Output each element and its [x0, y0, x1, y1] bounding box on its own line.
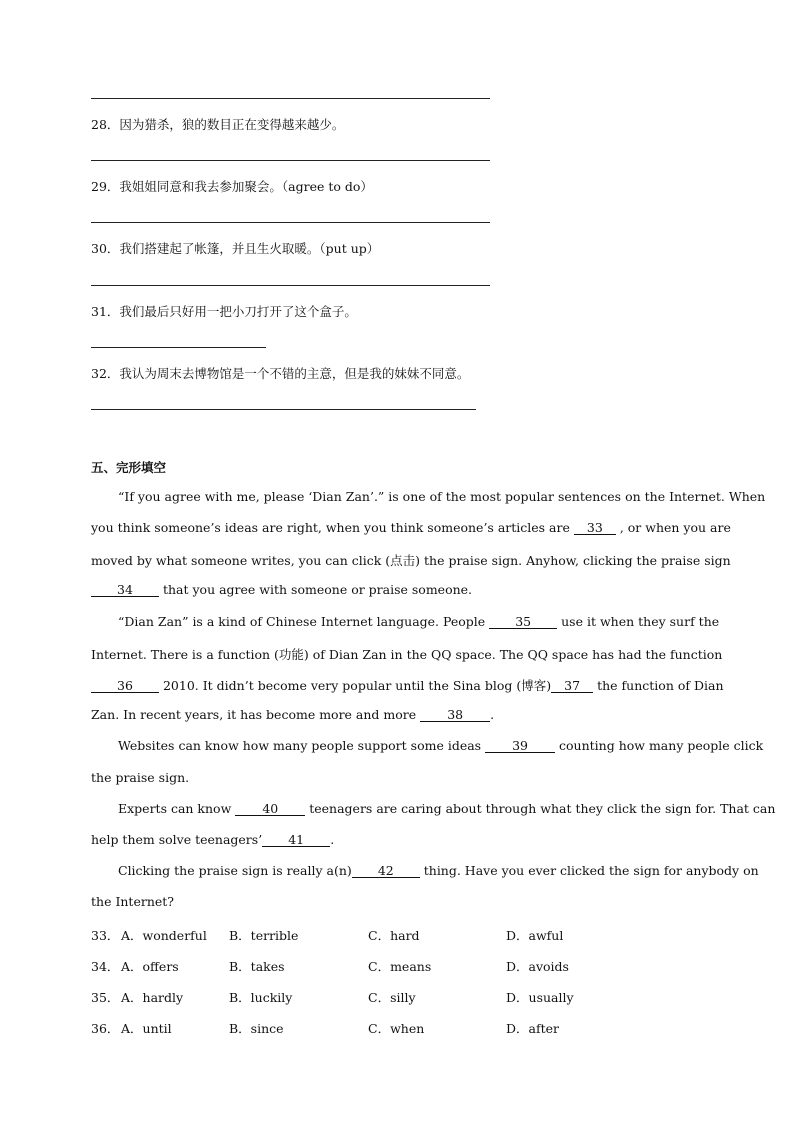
- passage-text: Zan. In recent years, it has become more and more: [91, 707, 421, 722]
- option-c[interactable]: C．means: [368, 959, 432, 974]
- blank-35[interactable]: 35: [489, 615, 557, 629]
- passage-text: 2010. It didn’t become very popular until the Sina blog (博客): [159, 678, 552, 693]
- question-text: 我认为周末去博物馆是一个不错的主意，但是我的妹妹不同意。: [119, 366, 470, 381]
- passage-line: [91, 707, 703, 722]
- option-c[interactable]: C．when: [368, 1021, 425, 1036]
- passage-text: help them solve teenagers’: [91, 832, 263, 847]
- passage-text: “Dian Zan” is a kind of Chinese Internet language. People: [118, 614, 490, 629]
- blank-38[interactable]: 38: [420, 708, 490, 722]
- option-c[interactable]: C．hard: [368, 928, 420, 943]
- question-32: [91, 364, 469, 382]
- option-a[interactable]: A．hardly: [121, 990, 184, 1005]
- question-text: 我们搭建起了帐篷，并且生火取暖。（put up）: [119, 241, 380, 256]
- answer-line-27[interactable]: [91, 98, 490, 99]
- passage-text: , or when you are: [615, 520, 731, 535]
- passage-line: [91, 770, 703, 785]
- passage-line: [91, 551, 731, 569]
- question-30: [91, 239, 379, 257]
- question-text: 因为猎杀，狼的数目正在变得越来越少。: [119, 117, 345, 132]
- passage-text: moved by what someone writes, you can click (点击) the praise sign. Anyhow, clicking the praise sign: [91, 553, 731, 568]
- question-number: 31．: [91, 304, 120, 319]
- passage-text: “If you agree with me, please ‘Dian Zan’.” is one of the most popular sentences on the Internet. When: [118, 489, 766, 504]
- option-a[interactable]: A．until: [121, 1021, 172, 1036]
- blank-41[interactable]: 41: [262, 833, 330, 847]
- blank-39[interactable]: 39: [485, 739, 555, 753]
- question-29: [91, 177, 373, 195]
- answer-line-32[interactable]: [91, 409, 476, 410]
- passage-text: the function of Dian: [593, 678, 724, 693]
- option-number: 33．: [91, 928, 120, 943]
- options-row-34: [91, 957, 703, 975]
- answer-line-29[interactable]: [91, 222, 490, 223]
- option-c[interactable]: C．silly: [368, 990, 416, 1005]
- answer-line-28[interactable]: [91, 160, 490, 161]
- passage-text: that you agree with someone or praise someone.: [159, 582, 473, 597]
- option-d[interactable]: D．after: [506, 1021, 559, 1036]
- passage-text: .: [330, 832, 335, 847]
- passage-text: the Internet?: [91, 894, 175, 909]
- blank-34[interactable]: 34: [91, 583, 159, 597]
- option-number: 36．: [91, 1021, 120, 1036]
- option-d[interactable]: D．usually: [506, 990, 574, 1005]
- passage-line: [91, 894, 703, 909]
- passage-line: [91, 520, 731, 535]
- options-row-33: [91, 926, 703, 944]
- passage-text: use it when they surf the: [557, 614, 720, 629]
- passage-line: [91, 863, 759, 878]
- options-row-35: [91, 988, 703, 1006]
- option-b[interactable]: B．luckily: [229, 990, 293, 1005]
- section-title: 五、完形填空: [91, 460, 167, 475]
- passage-line: [91, 489, 766, 504]
- passage-text: thing. Have you ever clicked the sign for anybody on: [419, 863, 759, 878]
- blank-40[interactable]: 40: [235, 802, 305, 816]
- passage-text: counting how many people click: [555, 738, 764, 753]
- passage-line: [91, 832, 703, 847]
- passage-line: [91, 614, 720, 629]
- passage-text: you think someone’s ideas are right, when you think someone’s articles are: [91, 520, 574, 535]
- answer-line-30[interactable]: [91, 285, 490, 286]
- passage-text: Websites can know how many people support some ideas: [118, 738, 486, 753]
- option-d[interactable]: D．avoids: [506, 959, 569, 974]
- answer-line-31[interactable]: [91, 347, 266, 348]
- passage-text: teenagers are caring about through what they click the sign for. That can: [305, 801, 776, 816]
- question-number: 29．: [91, 179, 120, 194]
- option-number: 34．: [91, 959, 120, 974]
- blank-33[interactable]: 33: [574, 521, 616, 535]
- question-31: [91, 302, 357, 320]
- passage-text: Internet. There is a function (功能) of Dian Zan in the QQ space. The QQ space has had the function: [91, 647, 723, 662]
- blank-36[interactable]: 36: [91, 679, 159, 693]
- option-a[interactable]: A．wonderful: [121, 928, 207, 943]
- passage-line: [91, 738, 764, 753]
- passage-text: .: [490, 707, 495, 722]
- passage-line: [91, 582, 703, 597]
- option-b[interactable]: B．takes: [229, 959, 285, 974]
- option-a[interactable]: A．offers: [121, 959, 179, 974]
- option-d[interactable]: D．awful: [506, 928, 564, 943]
- passage-text: Clicking the praise sign is really a(n): [118, 863, 352, 878]
- question-number: 28．: [91, 117, 120, 132]
- passage-line: [91, 801, 776, 816]
- option-number: 35．: [91, 990, 120, 1005]
- question-28: [91, 115, 344, 133]
- passage-line: [91, 676, 724, 694]
- passage-line: [91, 645, 723, 663]
- option-b[interactable]: B．since: [229, 1021, 284, 1036]
- option-b[interactable]: B．terrible: [229, 928, 299, 943]
- question-number: 32．: [91, 366, 120, 381]
- question-text: 我们最后只好用一把小刀打开了这个盒子。: [119, 304, 357, 319]
- question-text: 我姐姐同意和我去参加聚会。（agree to do）: [119, 179, 373, 194]
- blank-37[interactable]: 37: [551, 679, 593, 693]
- blank-42[interactable]: 42: [352, 864, 420, 878]
- options-row-36: [91, 1019, 703, 1037]
- passage-text: Experts can know: [118, 801, 236, 816]
- passage-text: the praise sign.: [91, 770, 190, 785]
- question-number: 30．: [91, 241, 120, 256]
